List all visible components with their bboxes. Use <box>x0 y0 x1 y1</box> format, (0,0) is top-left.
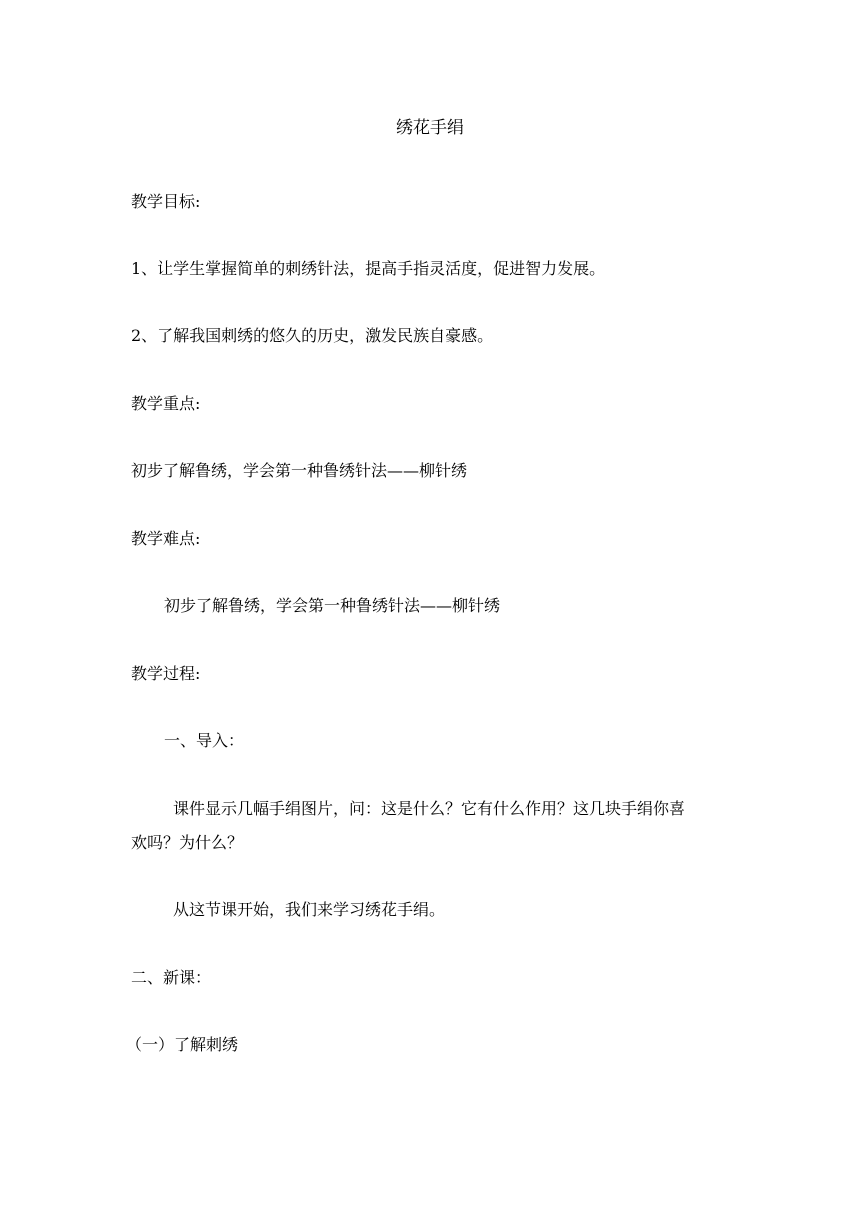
difficulty-text: 初步了解鲁绣，学会第一种鲁绣针法——柳针绣 <box>164 596 501 615</box>
intro-paragraph-2: 从这节课开始，我们来学习绣花手绢。 <box>173 900 446 919</box>
objectives-heading: 教学目标: <box>131 192 201 211</box>
difficulty-heading: 教学难点: <box>131 529 201 548</box>
document-title: 绣花手绢 <box>396 118 464 138</box>
intro-heading: 一、导入： <box>164 731 245 750</box>
intro-paragraph-line-2: 欢吗？为什么？ <box>131 833 244 852</box>
intro-paragraph-line-1: 课件显示几幅手绢图片，问：这是什么？它有什么作用？这几块手绢你喜 <box>173 799 686 818</box>
key-points-heading: 教学重点: <box>131 394 201 413</box>
new-lesson-heading: 二、新课： <box>131 968 212 987</box>
sub-heading-understand-embroidery: （一）了解刺绣 <box>126 1035 239 1054</box>
objective-2: 2、了解我国刺绣的悠久的历史，激发民族自豪感。 <box>131 326 494 345</box>
process-heading: 教学过程: <box>131 664 201 683</box>
objective-1: 1、让学生掌握简单的刺绣针法，提高手指灵活度，促进智力发展。 <box>131 259 606 278</box>
key-points-text: 初步了解鲁绣，学会第一种鲁绣针法——柳针绣 <box>131 461 468 480</box>
